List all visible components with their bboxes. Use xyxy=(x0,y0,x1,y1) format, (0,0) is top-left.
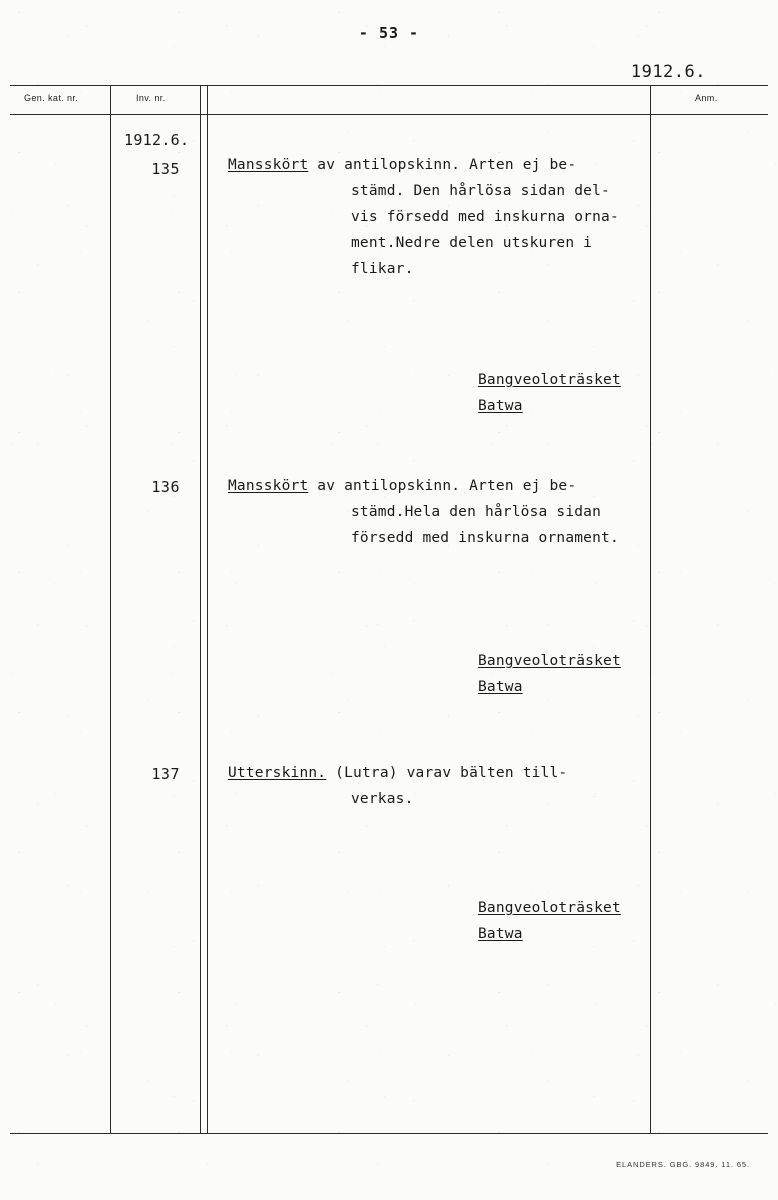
entry-provenance xyxy=(478,648,621,700)
entry-title: Mansskört xyxy=(228,157,309,173)
column-divider-1 xyxy=(110,85,111,1133)
entry-description-line: flikar. xyxy=(351,261,414,277)
column-header-inv-nr: Inv. nr. xyxy=(136,93,166,103)
provenance-people: Batwa xyxy=(478,398,523,414)
provenance-place: Bangveoloträsket xyxy=(478,900,621,916)
column-header-gen-kat-nr: Gen. kat. nr. xyxy=(24,93,79,103)
entry-description-first: (Lutra) varav bälten till- xyxy=(326,765,568,781)
entry-description-line: ment.Nedre delen utskuren i xyxy=(351,235,593,251)
entry-description xyxy=(228,760,567,812)
inv-nr-value: 136 xyxy=(151,478,180,496)
entry-provenance xyxy=(478,895,621,947)
entry-title: Mansskört xyxy=(228,478,309,494)
table-bottom-rule xyxy=(10,1133,768,1134)
column-divider-3 xyxy=(207,85,208,1133)
table-top-rule xyxy=(10,85,768,86)
entry-title: Utterskinn. xyxy=(228,765,327,781)
entry-description-line: stämd. Den hårlösa sidan del- xyxy=(351,183,610,199)
entry-description-line: försedd med inskurna ornament. xyxy=(351,530,619,546)
column-divider-2 xyxy=(200,85,201,1133)
provenance-place: Bangveoloträsket xyxy=(478,653,621,669)
entry-description xyxy=(228,152,619,282)
table-header-rule xyxy=(10,114,768,115)
entry-description-line: stämd.Hela den hårlösa sidan xyxy=(351,504,602,520)
inv-nr-value: 135 xyxy=(151,160,180,178)
provenance-place: Bangveoloträsket xyxy=(478,372,621,388)
inv-nr-value: 137 xyxy=(151,765,180,783)
column-header-anm: Anm. xyxy=(695,93,718,103)
printer-imprint: ELANDERS. GBG. 9849. 11. 65. xyxy=(616,1160,750,1169)
provenance-people: Batwa xyxy=(478,926,523,942)
provenance-people: Batwa xyxy=(478,679,523,695)
page-number: - 53 - xyxy=(358,24,420,42)
section-label: 1912.6. xyxy=(124,131,190,149)
entry-provenance xyxy=(478,367,621,419)
column-divider-4 xyxy=(650,85,651,1133)
entry-description-first: av antilopskinn. Arten ej be- xyxy=(308,478,577,494)
entry-description-line: vis försedd med inskurna orna- xyxy=(351,209,619,225)
entry-description-line: verkas. xyxy=(351,791,414,807)
running-head: 1912.6. xyxy=(630,62,706,82)
entry-description-first: av antilopskinn. Arten ej be- xyxy=(308,157,577,173)
entry-description xyxy=(228,473,619,551)
